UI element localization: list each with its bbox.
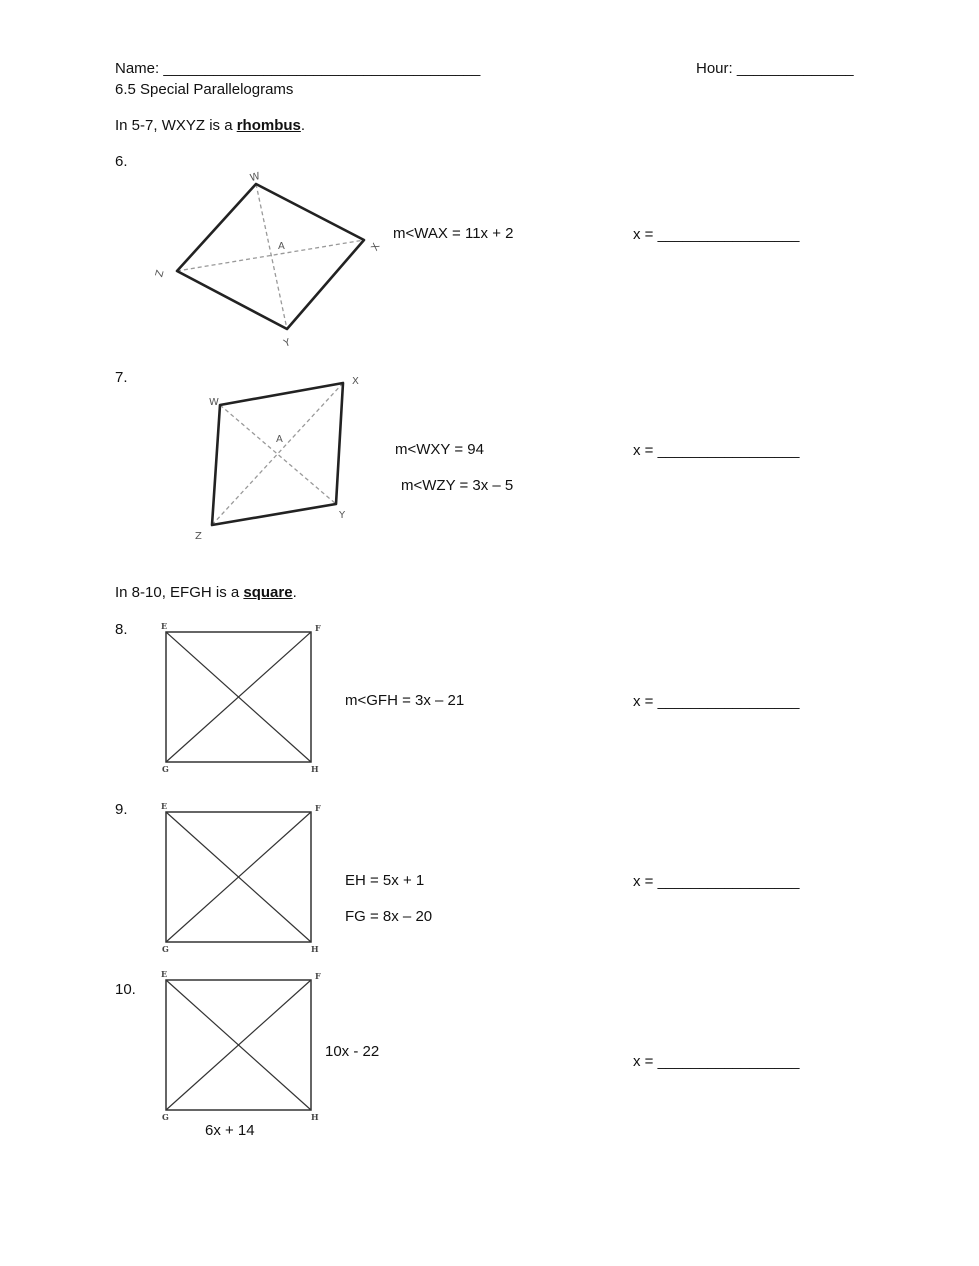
given-length-expression: EH = 5x + 1	[345, 872, 425, 889]
side-length-right: 10x - 22	[325, 1043, 380, 1060]
vertex-label-g: G	[162, 764, 169, 774]
vertex-label-f: F	[315, 971, 321, 981]
answer-blank: x = _________________	[633, 1053, 800, 1070]
answer-blank: x = _________________	[633, 873, 800, 890]
vertex-label-w: W	[209, 397, 219, 408]
answer-blank: x = _________________	[633, 693, 800, 710]
problem-number: 7.	[115, 369, 128, 386]
given-angle-expression: m<GFH = 3x – 21	[345, 692, 465, 709]
given-length-expression: FG = 8x – 20	[345, 908, 433, 925]
problem-number: 8.	[115, 621, 128, 638]
vertex-label-e: E	[161, 969, 168, 979]
center-label-a: A	[278, 241, 285, 252]
problem-number: 6.	[115, 153, 128, 170]
vertex-label-x: X	[352, 376, 359, 387]
center-label-a: A	[276, 434, 283, 445]
hour-field-label: Hour: ______________	[696, 60, 854, 77]
vertex-label-z: Z	[195, 531, 202, 542]
given-angle-expression: m<WAX = 11x + 2	[393, 225, 514, 242]
given-angle-expression: m<WXY = 94	[395, 441, 484, 458]
vertex-label-g: G	[162, 944, 169, 954]
name-field-label: Name: ______________________________________	[115, 60, 481, 77]
vertex-label-f: F	[315, 803, 321, 813]
given-angle-expression: m<WZY = 3x – 5	[401, 477, 514, 494]
problem-number: 10.	[115, 981, 136, 998]
worksheet-title: 6.5 Special Parallelograms	[115, 81, 294, 98]
vertex-label-x: X	[369, 241, 383, 253]
vertex-label-w: W	[248, 170, 262, 185]
vertex-label-h: H	[311, 764, 319, 774]
answer-blank: x = _________________	[633, 226, 800, 243]
section-intro-square: In 8-10, EFGH is a square.	[115, 584, 297, 601]
vertex-label-y: Y	[282, 337, 292, 350]
answer-blank: x = _________________	[633, 442, 800, 459]
vertex-label-e: E	[161, 621, 168, 631]
vertex-label-y: Y	[339, 510, 346, 521]
vertex-label-z: Z	[154, 268, 167, 279]
side-length-bottom: 6x + 14	[205, 1122, 255, 1139]
vertex-label-f: F	[315, 623, 321, 633]
problem-number: 9.	[115, 801, 128, 818]
vertex-label-g: G	[162, 1112, 169, 1122]
section-intro-rhombus: In 5-7, WXYZ is a rhombus.	[115, 117, 306, 134]
vertex-label-e: E	[161, 801, 168, 811]
vertex-label-h: H	[311, 1112, 319, 1122]
vertex-label-h: H	[311, 944, 319, 954]
